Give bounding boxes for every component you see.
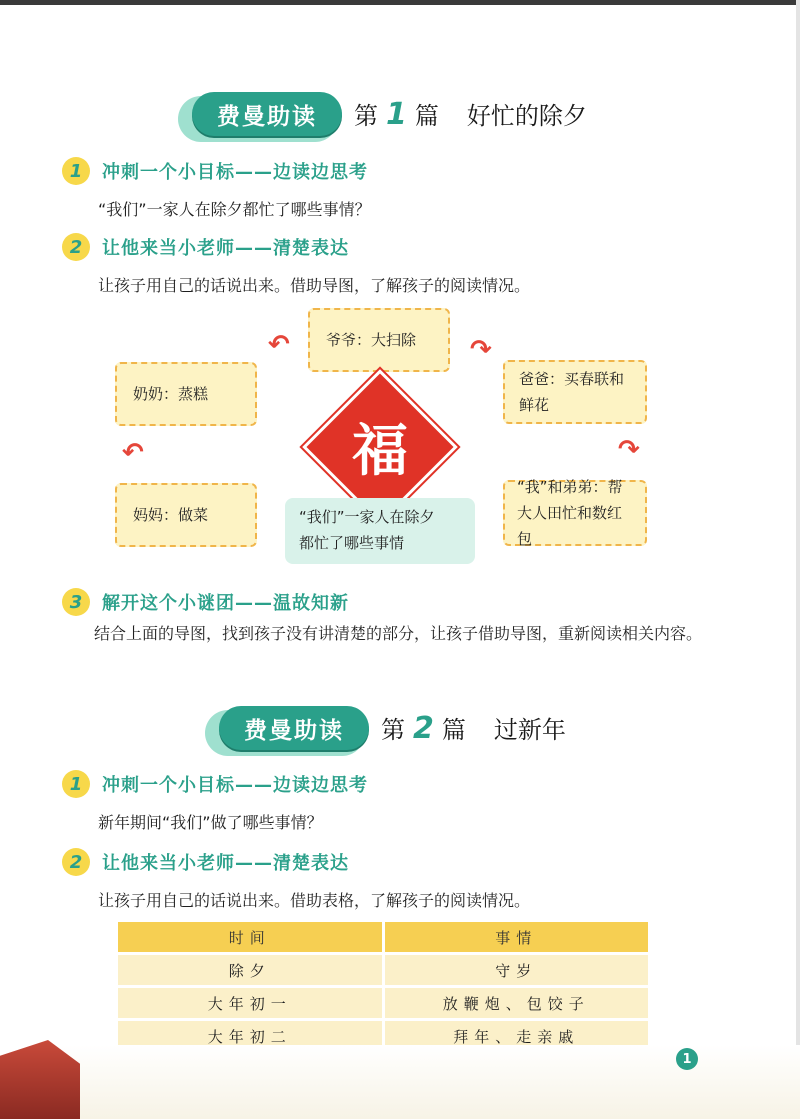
page-number: 1 (676, 1048, 698, 1070)
chapter-badge (205, 704, 375, 760)
section-number: 2 (62, 848, 90, 876)
table-row (118, 988, 648, 1018)
section-text: 让孩子用自己的话说出来。借助表格，了解孩子的阅读情况。 (98, 891, 531, 910)
table-cell: 放鞭炮、包饺子 (385, 988, 649, 1018)
top-border (0, 0, 800, 5)
badge-label: 费曼助读 (219, 706, 369, 750)
section-title: 让他来当小老师——清楚表达 (102, 238, 349, 259)
arrow-icon: ↶ (122, 438, 144, 468)
arrow-icon: ↶ (268, 330, 290, 360)
table-cell: 大年初一 (118, 988, 382, 1018)
chapter-badge (178, 90, 348, 146)
arrow-icon: ↷ (618, 435, 640, 465)
events-table (118, 922, 648, 1054)
section-title: 解开这个小谜团——温故知新 (102, 593, 349, 614)
chapter-prefix: 第 (354, 102, 378, 130)
section-title: 让他来当小老师——清楚表达 (102, 853, 349, 874)
table-cell: 拜年、走亲戚 (385, 1021, 649, 1051)
node-text: 爷爷：大扫除 (326, 331, 417, 349)
node-text: 奶奶：蒸糕 (133, 385, 209, 403)
chapter-name: 好忙的除夕 (466, 102, 587, 130)
section-heading (62, 155, 368, 187)
section-number: 1 (62, 770, 90, 798)
chapter-2-header (205, 704, 665, 762)
table-cell: 大年初二 (118, 1021, 382, 1051)
table-cell: 除夕 (118, 955, 382, 985)
chapter-prefix: 第 (381, 716, 405, 744)
section-heading (62, 586, 349, 618)
fu-character: 福 (352, 419, 408, 484)
chapter-suffix: 篇 (414, 102, 439, 130)
node-text: 妈妈：做菜 (133, 506, 209, 524)
section-heading (62, 768, 368, 800)
section-text: 新年期间“我们”做了哪些事情？ (98, 813, 323, 832)
table-header-cell: 时间 (118, 922, 382, 952)
chapter-name: 过新年 (493, 716, 566, 744)
node-mom (115, 483, 257, 547)
node-text: 大人田忙和数红包 (517, 504, 623, 548)
node-text: “我”和弟弟：帮 (517, 478, 623, 496)
arrow-icon: ↷ (470, 335, 492, 365)
chapter-title (381, 710, 566, 750)
node-text: 鲜花 (519, 396, 550, 414)
table-header-cell: 事情 (385, 922, 649, 952)
chapter-1-header (178, 90, 638, 148)
section-text: 结合上面的导图，找到孩子没有讲清楚的部分，让孩子借助导图，重新阅读相关内容。 (94, 624, 703, 643)
section-text: “我们”一家人在除夕都忙了哪些事情？ (98, 200, 371, 219)
table-row (118, 955, 648, 985)
table-cell: 守岁 (385, 955, 649, 985)
chapter-number: 2 (413, 711, 434, 746)
section-heading (62, 846, 349, 878)
section-text: 让孩子用自己的话说出来。借助导图，了解孩子的阅读情况。 (98, 276, 531, 295)
section-title: 冲刺一个小目标——边读边思考 (102, 775, 368, 796)
page-edge (796, 0, 800, 1119)
section-number: 2 (62, 233, 90, 261)
section-number: 3 (62, 588, 90, 616)
center-text: “我们”一家人在除夕 (299, 508, 435, 526)
table-header (118, 922, 648, 952)
section-title: 冲刺一个小目标——边读边思考 (102, 162, 368, 183)
chapter-title (354, 96, 587, 136)
center-text: 都忙了哪些事情 (299, 534, 405, 552)
badge-label: 费曼助读 (192, 92, 342, 136)
mindmap-center (285, 498, 475, 564)
chapter-suffix: 篇 (441, 716, 466, 744)
section-number: 1 (62, 157, 90, 185)
node-text: 爸爸：买春联和 (519, 370, 625, 388)
node-grandpa (308, 308, 450, 372)
section-heading (62, 231, 349, 263)
node-grandma (115, 362, 257, 426)
node-dad (503, 360, 647, 424)
node-me (503, 480, 647, 546)
chapter-number: 1 (386, 97, 407, 132)
